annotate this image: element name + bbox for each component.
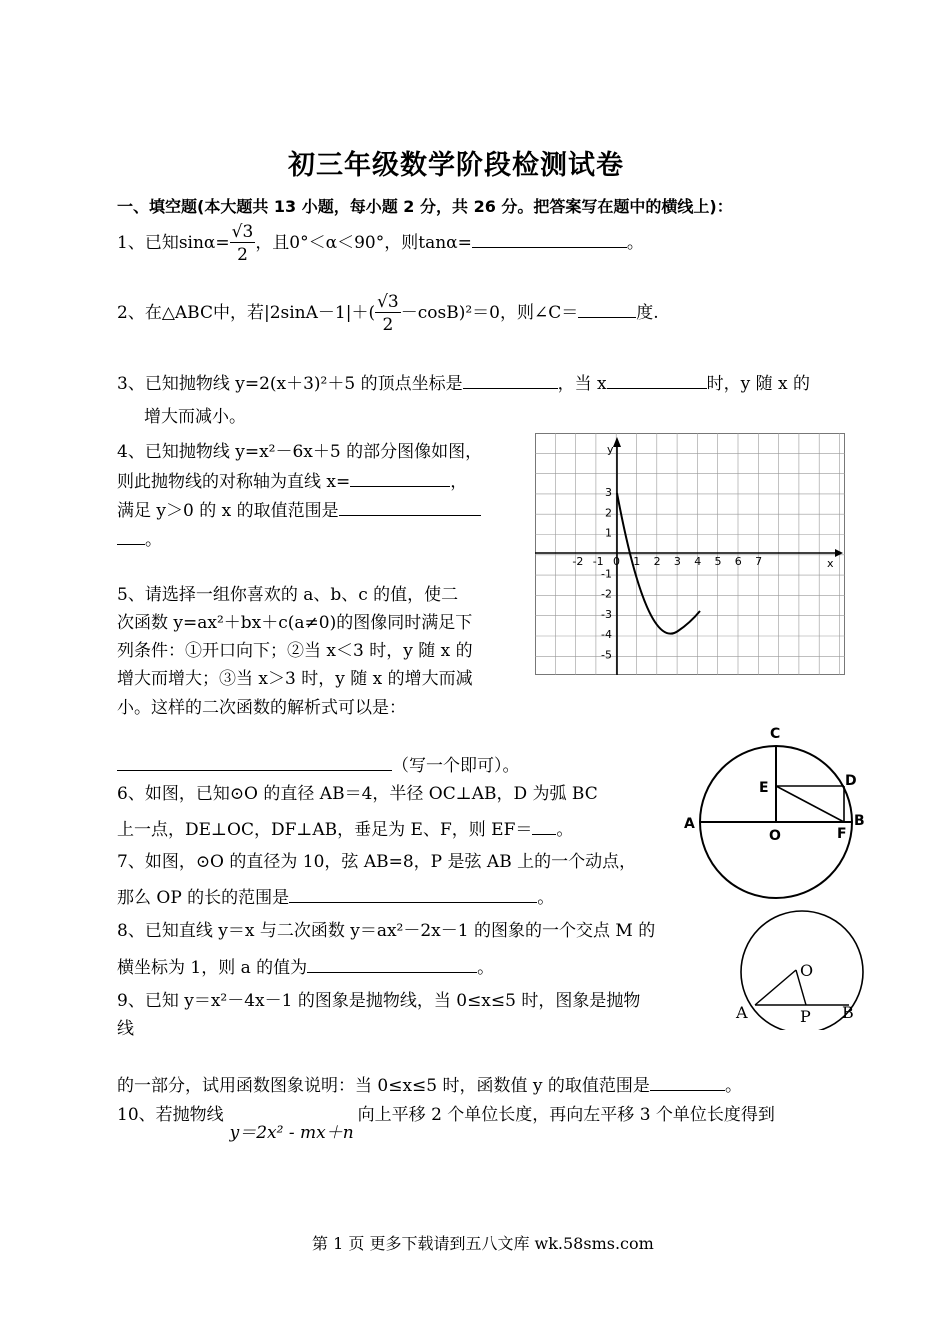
- q5-line5: 小。这样的二次函数的解析式可以是：: [117, 698, 406, 718]
- q7-text: 那么 OP 的长的范围是: [117, 888, 290, 908]
- x-tick-labels: [572, 555, 762, 568]
- y-tick-label: 3: [605, 486, 612, 500]
- y-tick-label: 1: [605, 526, 612, 540]
- label-a: A: [736, 1003, 748, 1022]
- x-tick-label: 5: [714, 555, 722, 568]
- q10-line1: [117, 1104, 775, 1143]
- answer-blank[interactable]: [472, 231, 627, 248]
- label-b: B: [842, 1003, 854, 1022]
- q8-line1: 8、已知直线 y＝x 与二次函数 y＝ax²－2x－1 的图象的一个交点 M 的: [117, 921, 656, 941]
- q4-text: 则此抛物线的对称轴为直线 x=: [117, 472, 351, 492]
- q2-text-2: －cosB)²＝0，则∠C＝: [400, 303, 579, 323]
- q6-text: 上一点，DE⊥OC，DF⊥AB，垂足为 E、F，则 EF＝: [117, 820, 533, 840]
- question-2: [117, 292, 659, 335]
- q5-line6: [117, 754, 520, 777]
- q7-line1: 7、如图，⊙O 的直径为 10，弦 AB=8，P 是弦 AB 上的一个动点，: [117, 852, 637, 872]
- y-tick-label: -1: [601, 567, 612, 581]
- frac-num: √3: [377, 292, 399, 312]
- q4-end: 。: [145, 530, 162, 550]
- q9-line3: [117, 1074, 742, 1097]
- q6-end: 。: [556, 820, 574, 840]
- q3-text-3: 时，y 随 x 的: [706, 374, 810, 394]
- q4-line4: [117, 528, 162, 551]
- q7-end: 。: [537, 888, 555, 908]
- y-tick-label: -2: [601, 587, 612, 601]
- x-tick-label: -1: [592, 555, 604, 568]
- label-o: O: [769, 828, 781, 844]
- page-footer: 第 1 页 更多下载请到五八文库 wk.58sms.com: [312, 1234, 654, 1253]
- y-tick-label: -4: [601, 628, 612, 642]
- q8-end: 。: [477, 958, 495, 978]
- q5-line4: 增大而增大；③当 x＞3 时，y 随 x 的增大而减: [117, 669, 473, 689]
- page-title: 初三年级数学阶段检测试卷: [288, 150, 624, 181]
- x-tick-label: 6: [734, 555, 742, 568]
- x-axis-arrow-icon: [835, 549, 843, 557]
- y-axis-label: y: [607, 443, 614, 456]
- q8-text: 横坐标为 1，则 a 的值为: [117, 958, 308, 978]
- answer-blank[interactable]: [578, 301, 636, 318]
- q4-line1: 4、已知抛物线 y=x²－6x＋5 的部分图像如图，: [117, 442, 483, 462]
- q4-line2: [117, 470, 467, 493]
- x-tick-label: 2: [653, 555, 661, 568]
- section-heading: 一、填空题(本大题共 13 小题，每小题 2 分，共 26 分。把答案写在题中的横线上)：: [117, 197, 733, 216]
- q9-end: 。: [724, 1076, 742, 1096]
- answer-blank[interactable]: [289, 886, 537, 903]
- segment-ef: [776, 786, 844, 822]
- label-p: P: [800, 1007, 811, 1026]
- answer-blank[interactable]: [463, 372, 558, 389]
- segment-oa: [755, 970, 796, 1005]
- q6-line1: 6、如图，已知⊙O 的直径 AB＝4，半径 OC⊥AB，D 为弧 BC: [117, 784, 598, 804]
- label-c: C: [770, 726, 781, 742]
- q4-text-3: 满足 y＞0 的 x 的取值范围是: [117, 501, 339, 521]
- q1-end: 。: [626, 233, 644, 253]
- q5-line2: 次函数 y=ax²＋bx＋c(a≠0)的图像同时满足下: [117, 613, 473, 633]
- answer-blank[interactable]: [117, 754, 392, 771]
- label-b: B: [854, 813, 865, 829]
- x-tick-label: 3: [673, 555, 681, 568]
- circle-figure-q6: [680, 720, 870, 900]
- y-tick-labels: [601, 486, 612, 661]
- answer-blank[interactable]: [350, 470, 450, 487]
- answer-blank[interactable]: [532, 818, 556, 835]
- question-3: [117, 372, 810, 395]
- q3-text-2: ，当 x: [557, 374, 607, 394]
- q5-end: （写一个即可）。: [392, 756, 520, 776]
- parabola-graph: [535, 433, 845, 675]
- answer-blank[interactable]: [117, 528, 145, 545]
- q5-line3: 列条件：①开口向下；②当 x＜3 时，y 随 x 的: [117, 641, 473, 661]
- y-tick-label: 2: [605, 506, 612, 520]
- x-tick-label: 1: [633, 555, 641, 568]
- label-e: E: [759, 780, 769, 796]
- x-tick-label: 4: [694, 555, 702, 568]
- q6-line2: [117, 818, 573, 841]
- q1-text: 1、已知sinα=: [117, 233, 230, 253]
- answer-blank[interactable]: [607, 372, 707, 389]
- answer-blank[interactable]: [307, 956, 477, 973]
- x-tick-label: 7: [755, 555, 763, 568]
- q8-line2: [117, 956, 494, 979]
- q4-text-2: ，: [450, 472, 468, 492]
- q10-formula: y＝2x² - mx＋n: [229, 1123, 354, 1143]
- graph-grid: [535, 433, 845, 675]
- q10-text-2: 向上平移 2 个单位长度，再向左平移 3 个单位长度得到: [357, 1105, 775, 1125]
- circle-figure-q7: [730, 910, 870, 1030]
- label-a: A: [684, 816, 695, 832]
- label-o: O: [800, 961, 814, 980]
- label-f: F: [837, 826, 847, 842]
- graph-frame: [536, 434, 845, 675]
- q5-line1: 5、请选择一组你喜欢的 a、b、c 的值，使二: [117, 585, 459, 605]
- answer-blank[interactable]: [339, 499, 481, 516]
- frac-den: 2: [230, 242, 256, 265]
- q9-line1: 9、已知 y＝x²－4x－1 的图象是抛物线，当 0≤x≤5 时，图象是抛物: [117, 991, 641, 1011]
- label-d: D: [845, 773, 857, 789]
- x-axis-label: x: [827, 557, 834, 570]
- y-axis-arrow-icon: [613, 437, 621, 447]
- x-tick-label: -2: [572, 555, 584, 568]
- question-1: [117, 222, 644, 265]
- q7-line2: [117, 886, 554, 909]
- x-tick-label: 0: [613, 555, 620, 568]
- q9-line2: 线: [117, 1019, 134, 1039]
- q10-text: 10、若抛物线: [117, 1105, 224, 1125]
- q2-text: 2、在△ABC中，若|2sinA－1|＋(: [117, 303, 376, 323]
- q3-text: 3、已知抛物线 y=2(x＋3)²＋5 的顶点坐标是: [117, 374, 463, 394]
- q4-line3: [117, 499, 481, 522]
- frac-den: 2: [375, 312, 401, 335]
- q1-text-2: ，且0°＜α＜90°，则tanα=: [255, 233, 472, 253]
- q9-text: 的一部分，试用函数图象说明：当 0≤x≤5 时，函数值 y 的取值范围是: [117, 1076, 650, 1096]
- answer-blank[interactable]: [650, 1074, 725, 1091]
- frac-num: √3: [231, 222, 254, 242]
- fraction: [230, 222, 256, 265]
- y-tick-label: -5: [601, 648, 612, 662]
- q3-line2: 增大而减小。: [144, 407, 246, 427]
- y-tick-label: -3: [601, 607, 612, 621]
- fraction: [375, 292, 401, 335]
- q2-end: 度.: [636, 303, 659, 323]
